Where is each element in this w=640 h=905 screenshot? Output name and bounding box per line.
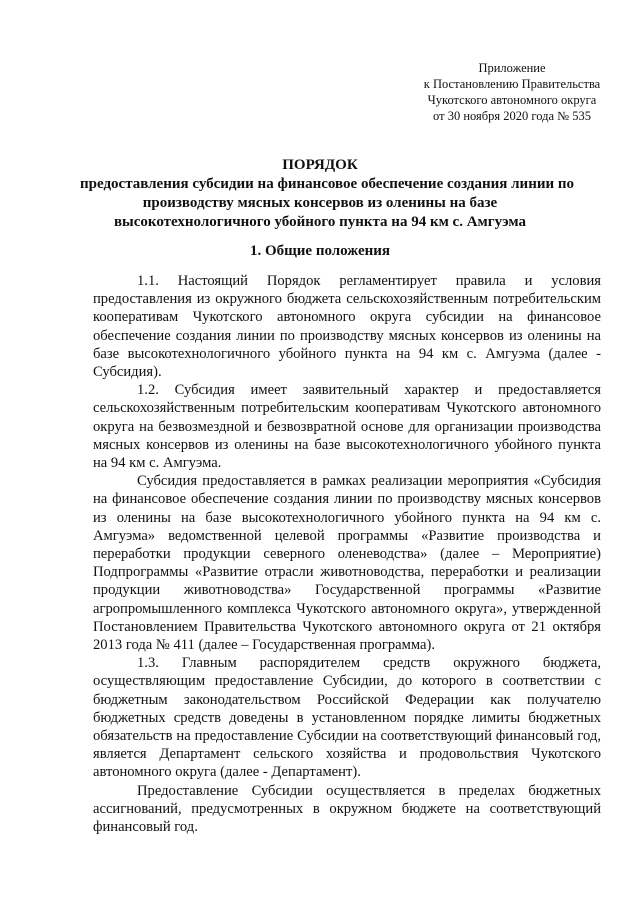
paragraph: Предоставление Субсидии осуществляется в пределах бюджетных ассигнований, предусмотренных в окружном бюджете на соответствующий финансовый год. [93,782,601,836]
paragraph: 1.3. Главным распорядителем средств окружного бюджета, осуществляющим предоставление Субсидии, до которого в соответствии с бюджетным законодательством Российской Федерации как получателю бюджетных средств доведены в установленном порядке лимиты бюджетных обязательств на предоставление Субсидии на соответствующий финансовый год, является Департамент сельского хозяйства и продовольствия Чукотского автономного округа (далее - Департамент). [93,655,601,781]
appendix-note [412,60,612,124]
paragraph: 1.2. Субсидия имеет заявительный характер и предоставляется сельскохозяйственным потребительским кооперативам Чукотского автономного округа на безвозмездной и безвозвратной основе для организации производства мясных консервов из оленины на базе высокотехнологичного убойного пункта на 94 км с. Амгуэма. [93,382,601,472]
title-line: производству мясных консервов из оленины на базе [142,195,498,211]
appendix-line: от 30 ноября 2020 года № 535 [433,109,591,123]
document-body [93,272,601,836]
paragraph: Субсидия предоставляется в рамках реализации мероприятия «Субсидия на финансовое обеспечение создания линии по производству мясных консервов из оленины на базе высокотехнологичного убойного пункта на 94 км с. Амгуэма» ведомственной целевой программы «Развитие производства и переработки продукции северного оленеводства» (далее – Мероприятие) Подпрограммы «Развитие отрасли животноводства, переработки и реализации продукции животноводства» Государственной программы «Развитие агропромышленного комплекса Чукотского автономного округа», утвержденной Постановлением Правительства Чукотского автономного округа от 21 октября 2013 года № 411 (далее – Государственная программа). [93,473,601,654]
appendix-line: Приложение [478,61,546,75]
document-title [80,156,575,232]
title-line: предоставления субсидии на финансовое обеспечение создания линии по [80,176,575,192]
title-main: ПОРЯДОК [282,157,358,173]
appendix-line: к Постановлению Правительства [423,77,601,91]
section-heading: 1. Общие положения [249,243,391,259]
paragraph: 1.1. Настоящий Порядок регламентирует правила и условия предоставления из окружного бюджета сельскохозяйственным потребительским кооперативам Чукотского автономного округа субсидии на финансовое обеспечение создания линии по производству мясных консервов из оленины на базе высокотехнологичного убойного пункта на 94 км с. Амгуэма (далее - Субсидия). [93,273,601,381]
title-line: высокотехнологичного убойного пункта на 94 км с. Амгуэма [113,214,527,230]
appendix-line: Чукотского автономного округа [427,93,597,107]
